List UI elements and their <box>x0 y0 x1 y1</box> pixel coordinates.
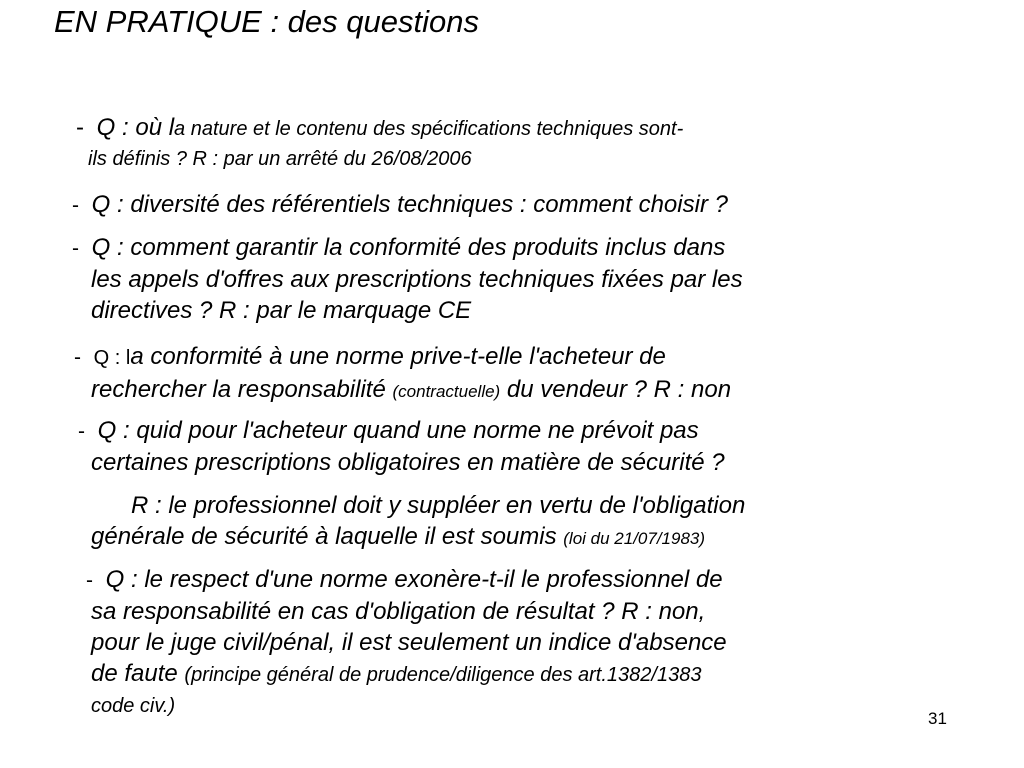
answer-6-line-1: R : le professionnel doit y suppléer en vertu de l'obligation <box>131 492 746 519</box>
question-4-text: a conformité à une norme prive-t-elle l'acheteur de <box>130 343 666 370</box>
question-7-line-3: pour le juge civil/pénal, il est seulement un indice d'absence <box>91 629 727 656</box>
question-4-prefix: Q : l <box>93 347 131 369</box>
question-4-text-2: rechercher la responsabilité <box>91 376 393 403</box>
question-7-line-1 <box>86 564 727 596</box>
bullet-dash: - <box>86 569 93 592</box>
question-item-7 <box>86 564 727 722</box>
question-3-line-1 <box>72 232 743 264</box>
question-4-note: (contractuelle) <box>392 382 501 401</box>
question-7-line-2: sa responsabilité en cas d'obligation de résultat ? R : non, <box>91 598 706 625</box>
question-item-4 <box>74 341 731 407</box>
question-2-text: Q : diversité des référentiels techniques : comment choisir ? <box>91 191 728 218</box>
question-3-text: Q : comment garantir la conformité des produits inclus dans <box>91 234 726 261</box>
question-4-line-1 <box>74 341 731 374</box>
bullet-dash: - <box>74 346 81 369</box>
question-7-line-4 <box>86 658 727 691</box>
question-1-line-1 <box>76 112 683 145</box>
question-4-answer: du vendeur ? R : non <box>500 376 732 403</box>
question-1-line-2: ils définis ? R : par un arrêté du 26/08/2006 <box>88 148 472 170</box>
question-1-prefix: Q : où l <box>96 114 175 141</box>
question-1-text: a nature et le contenu des spécifications techniques sont- <box>174 118 684 140</box>
bullet-dash: - <box>72 237 79 260</box>
answer-6-text: générale de sécurité à laquelle il est soumis <box>91 523 564 550</box>
answer-6-note: (loi du 21/07/1983) <box>563 529 706 548</box>
question-item-1 <box>76 112 683 173</box>
bullet-dash: - <box>72 194 79 217</box>
question-3-line-2: les appels d'offres aux prescriptions techniques fixées par les <box>91 266 743 293</box>
question-3-line-3: directives ? R : par le marquage CE <box>91 297 472 324</box>
question-item-3 <box>72 232 743 326</box>
page-number: 31 <box>928 709 947 728</box>
question-item-2 <box>72 189 728 221</box>
question-7-text-4: de faute <box>91 660 185 687</box>
slide-title: EN PRATIQUE : des questions <box>54 4 479 39</box>
question-7-line-5: code civ.) <box>91 695 176 717</box>
answer-6-line-2 <box>91 521 745 554</box>
question-7-text: Q : le respect d'une norme exonère-t-il le professionnel de <box>105 566 723 593</box>
bullet-dash: - <box>76 114 84 141</box>
question-2-line-1 <box>72 189 728 221</box>
question-7-note: (principe général de prudence/diligence des art.1382/1383 <box>184 664 702 686</box>
answer-item-6 <box>91 490 745 554</box>
question-5-text: Q : quid pour l'acheteur quand une norme ne prévoit pas <box>97 417 699 444</box>
bullet-dash: - <box>78 420 85 443</box>
question-item-5 <box>78 415 725 478</box>
question-5-line-2: certaines prescriptions obligatoires en matière de sécurité ? <box>91 449 725 476</box>
question-5-line-1 <box>78 415 725 447</box>
question-4-line-2 <box>74 374 731 407</box>
